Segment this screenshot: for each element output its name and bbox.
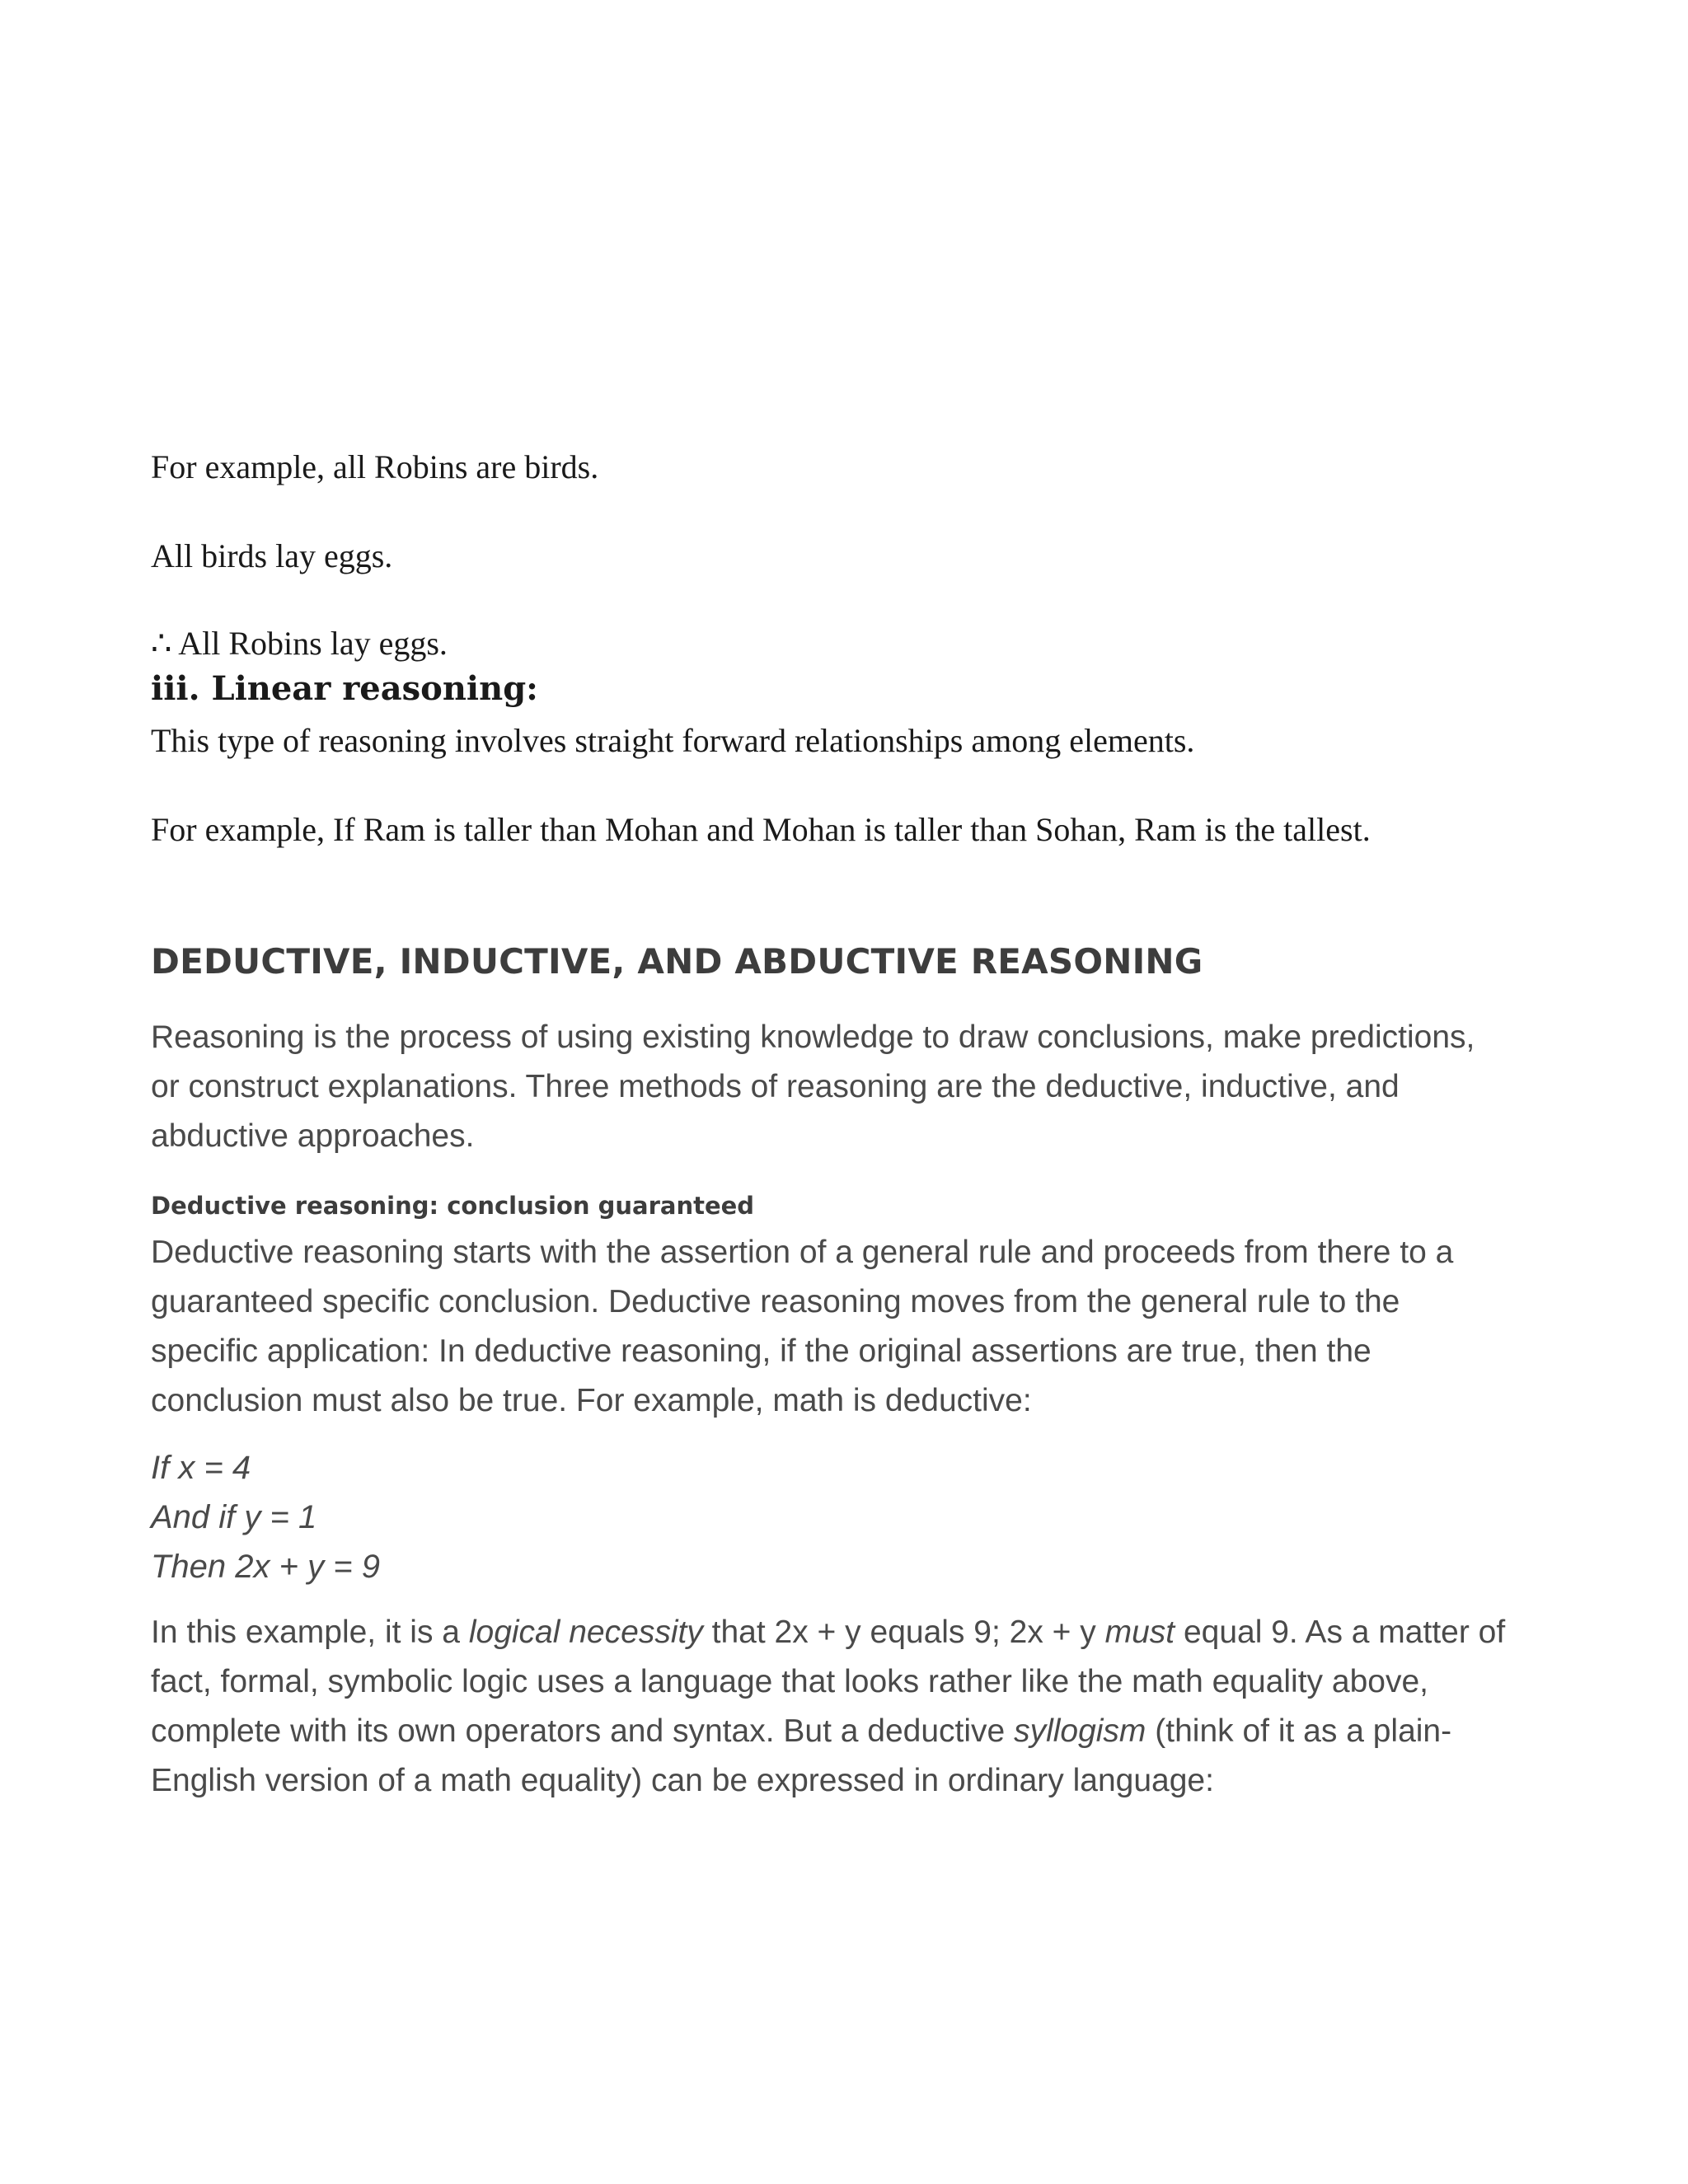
closing-text: (think of it as a plain-English version of a math equality) can be expressed in ordinary language: xyxy=(151,1713,1452,1798)
example-intro-line: For example, all Robins are birds. xyxy=(151,448,599,485)
linear-reasoning-definition: This type of reasoning involves straight forward relationships among elements. xyxy=(151,722,1195,759)
emphasis-syllogism: syllogism xyxy=(1014,1713,1146,1749)
deductive-closing-paragraph xyxy=(151,1608,1544,1806)
conclusion-line: ∴ All Robins lay eggs. xyxy=(151,625,448,662)
premise-line: All birds lay eggs. xyxy=(151,537,393,574)
math-line: Then 2x + y = 9 xyxy=(151,1549,380,1585)
closing-text: In this example, it is a xyxy=(151,1615,469,1650)
math-line: If x = 4 xyxy=(151,1450,251,1486)
section-heading: DEDUCTIVE, INDUCTIVE, AND ABDUCTIVE REASONING xyxy=(151,941,1203,982)
emphasis-logical-necessity: logical necessity xyxy=(468,1615,703,1650)
closing-text: equal 9. As a matter of fact, formal, symbolic logic uses a language that looks rather like the math equality above, complete with its own operators and syntax. But a deductive xyxy=(151,1615,1506,1749)
linear-reasoning-heading: iii. Linear reasoning: xyxy=(151,669,538,708)
linear-reasoning-example: For example, If Ram is taller than Mohan and Mohan is taller than Sohan, Ram is the tallest. xyxy=(151,811,1371,848)
deductive-subheading: Deductive reasoning: conclusion guaranteed xyxy=(151,1192,755,1220)
closing-text: that 2x + y equals 9; 2x + y xyxy=(702,1615,1105,1650)
math-line: And if y = 1 xyxy=(151,1499,317,1535)
section-intro-paragraph: Reasoning is the process of using existing knowledge to draw conclusions, make predictions, or construct explanations. Three methods of reasoning are the deductive, inductive, and abductive approaches. xyxy=(151,1019,1475,1154)
deductive-paragraph: Deductive reasoning starts with the assertion of a general rule and proceeds from there to a guaranteed specific conclusion. Deductive reasoning moves from the general rule to the specific application: In deductive reasoning, if the original assertions are true, then the conclusion must also be true. For example, math is deductive: xyxy=(151,1235,1454,1418)
emphasis-must: must xyxy=(1104,1615,1175,1650)
